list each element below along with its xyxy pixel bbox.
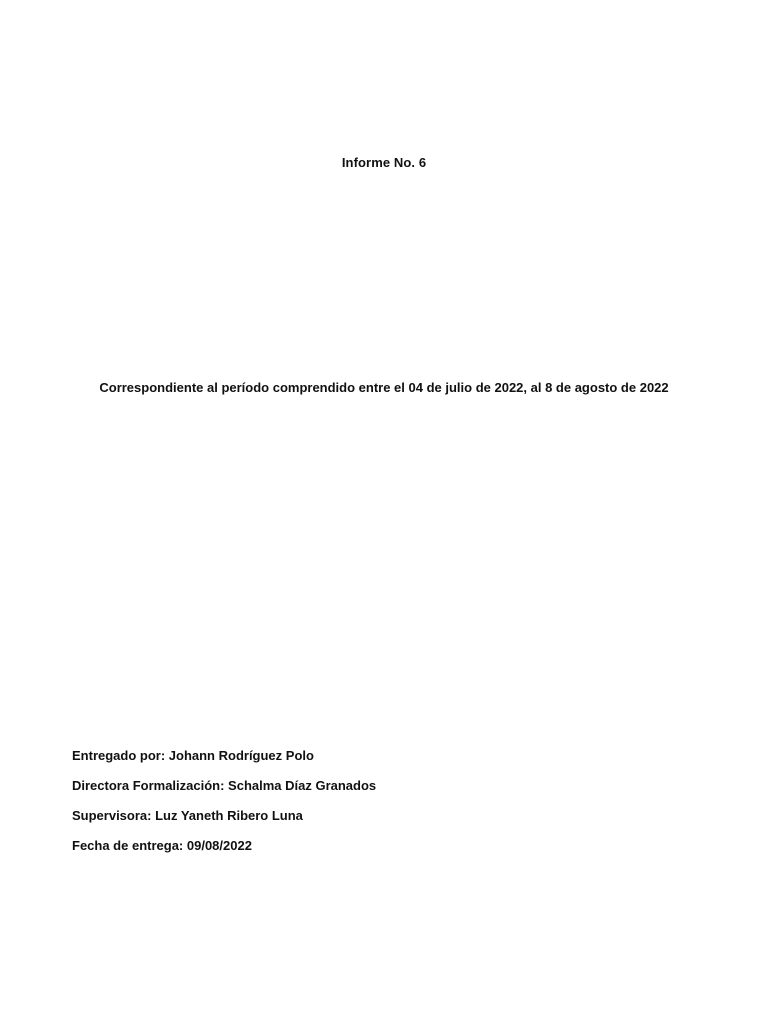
director: Directora Formalización: Schalma Díaz Granados bbox=[72, 778, 377, 793]
delivery-date: Fecha de entrega: 09/08/2022 bbox=[72, 838, 252, 853]
report-details bbox=[72, 747, 692, 867]
supervisor: Supervisora: Luz Yaneth Ribero Luna bbox=[72, 808, 303, 823]
submitted-by: Entregado por: Johann Rodríguez Polo bbox=[72, 748, 314, 763]
report-period: Correspondiente al período comprendido entre el 04 de julio de 2022, al 8 de agosto de 2022 bbox=[99, 380, 669, 395]
document-title: Informe No. 6 bbox=[341, 155, 427, 170]
